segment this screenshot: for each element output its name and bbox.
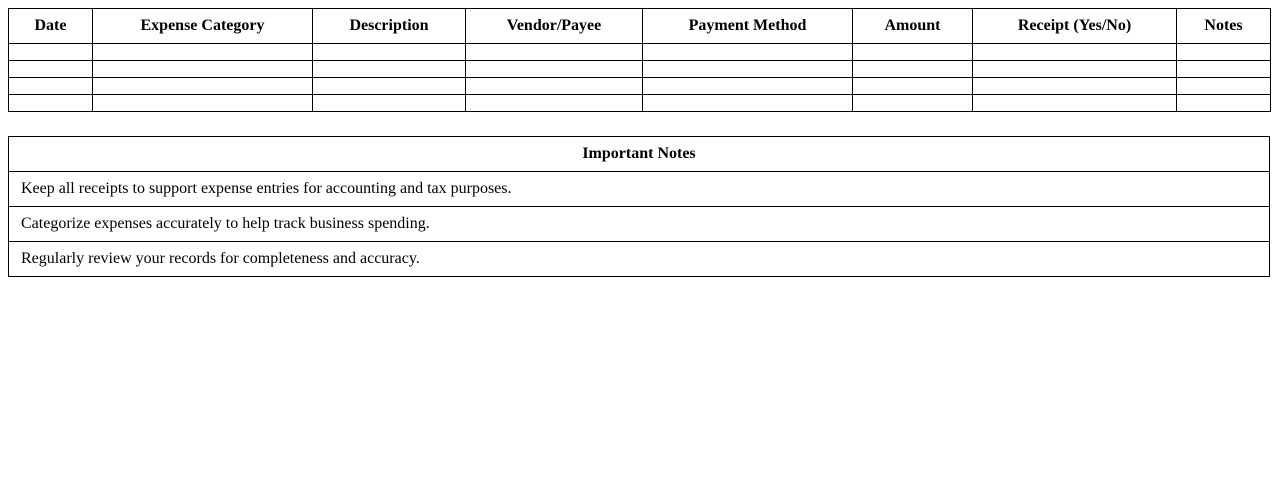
important-notes-header-row [9,137,1270,172]
table-cell-expense-category[interactable] [93,78,313,95]
table-row [9,78,1271,95]
list-item [9,242,1270,277]
column-header-description: Description [313,9,466,44]
table-cell-date[interactable] [9,95,93,112]
table-cell-description[interactable] [313,44,466,61]
column-header-payment-method: Payment Method [643,9,853,44]
table-cell-receipt[interactable] [973,95,1177,112]
column-header-vendor-payee: Vendor/Payee [466,9,643,44]
table-cell-vendor-payee[interactable] [466,95,643,112]
list-item [9,207,1270,242]
table-cell-expense-category[interactable] [93,61,313,78]
table-cell-notes[interactable] [1177,78,1271,95]
table-cell-amount[interactable] [853,95,973,112]
expense-log-header-row [9,9,1271,44]
column-header-receipt: Receipt (Yes/No) [973,9,1177,44]
table-cell-expense-category[interactable] [93,44,313,61]
table-cell-payment-method[interactable] [643,78,853,95]
table-cell-notes[interactable] [1177,44,1271,61]
table-cell-receipt[interactable] [973,78,1177,95]
table-cell-date[interactable] [9,61,93,78]
table-cell-expense-category[interactable] [93,95,313,112]
table-cell-vendor-payee[interactable] [466,78,643,95]
table-cell-payment-method[interactable] [643,61,853,78]
note-text: Regularly review your records for completeness and accuracy. [9,242,1270,277]
table-cell-vendor-payee[interactable] [466,61,643,78]
table-cell-payment-method[interactable] [643,44,853,61]
column-header-amount: Amount [853,9,973,44]
table-cell-description[interactable] [313,78,466,95]
note-text: Categorize expenses accurately to help track business spending. [9,207,1270,242]
table-cell-receipt[interactable] [973,61,1177,78]
table-cell-amount[interactable] [853,44,973,61]
column-header-date: Date [9,9,93,44]
important-notes-table [8,136,1270,277]
note-text: Keep all receipts to support expense entries for accounting and tax purposes. [9,172,1270,207]
table-cell-notes[interactable] [1177,95,1271,112]
table-cell-amount[interactable] [853,61,973,78]
table-cell-date[interactable] [9,78,93,95]
table-cell-vendor-payee[interactable] [466,44,643,61]
list-item [9,172,1270,207]
table-cell-date[interactable] [9,44,93,61]
table-cell-description[interactable] [313,61,466,78]
table-row [9,95,1271,112]
important-notes-title: Important Notes [9,137,1270,172]
column-header-notes: Notes [1177,9,1271,44]
table-row [9,44,1271,61]
table-cell-notes[interactable] [1177,61,1271,78]
table-cell-payment-method[interactable] [643,95,853,112]
expense-log-table [8,8,1271,112]
table-cell-description[interactable] [313,95,466,112]
table-row [9,61,1271,78]
table-cell-receipt[interactable] [973,44,1177,61]
column-header-expense-category: Expense Category [93,9,313,44]
table-cell-amount[interactable] [853,78,973,95]
